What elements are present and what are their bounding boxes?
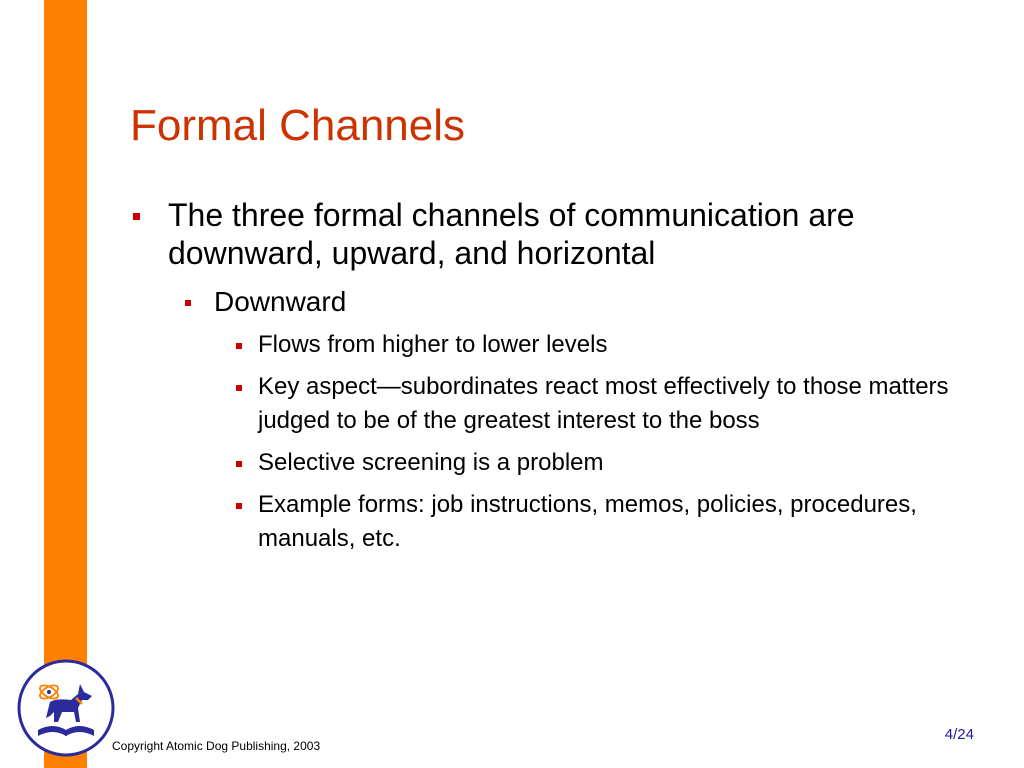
square-bullet-icon (236, 503, 242, 509)
bullet-list-level-2 (168, 285, 990, 557)
square-bullet-icon (236, 343, 242, 349)
list-item (214, 328, 990, 362)
list-item (130, 196, 990, 556)
side-accent-bar (44, 0, 87, 768)
bullet-list-level-3 (214, 328, 990, 556)
slide-content (130, 196, 990, 564)
list-item (214, 488, 990, 556)
bullet-text: The three formal channels of communication are downward, upward, and horizontal (168, 197, 855, 272)
bullet-text: Example forms: job instructions, memos, policies, procedures, manuals, etc. (258, 491, 917, 553)
bullet-list-level-1 (130, 196, 990, 556)
list-item (214, 370, 990, 438)
slide-title: Formal Channels (130, 101, 466, 150)
list-item (214, 446, 990, 480)
square-bullet-icon (133, 213, 140, 220)
page-number: 4/24 (944, 726, 974, 743)
bullet-text: Flows from higher to lower levels (258, 331, 608, 359)
square-bullet-icon (236, 385, 242, 391)
bullet-text: Downward (214, 285, 347, 317)
square-bullet-icon (236, 461, 242, 467)
bullet-text: Key aspect—subordinates react most effectively to those matters judged to be of the greatest interest to the boss (258, 373, 949, 435)
atomic-dog-logo-icon (16, 658, 116, 758)
list-item (168, 285, 990, 557)
bullet-text: Selective screening is a problem (258, 449, 604, 477)
copyright-notice: Copyright Atomic Dog Publishing, 2003 (112, 739, 321, 753)
square-bullet-icon (185, 300, 191, 306)
